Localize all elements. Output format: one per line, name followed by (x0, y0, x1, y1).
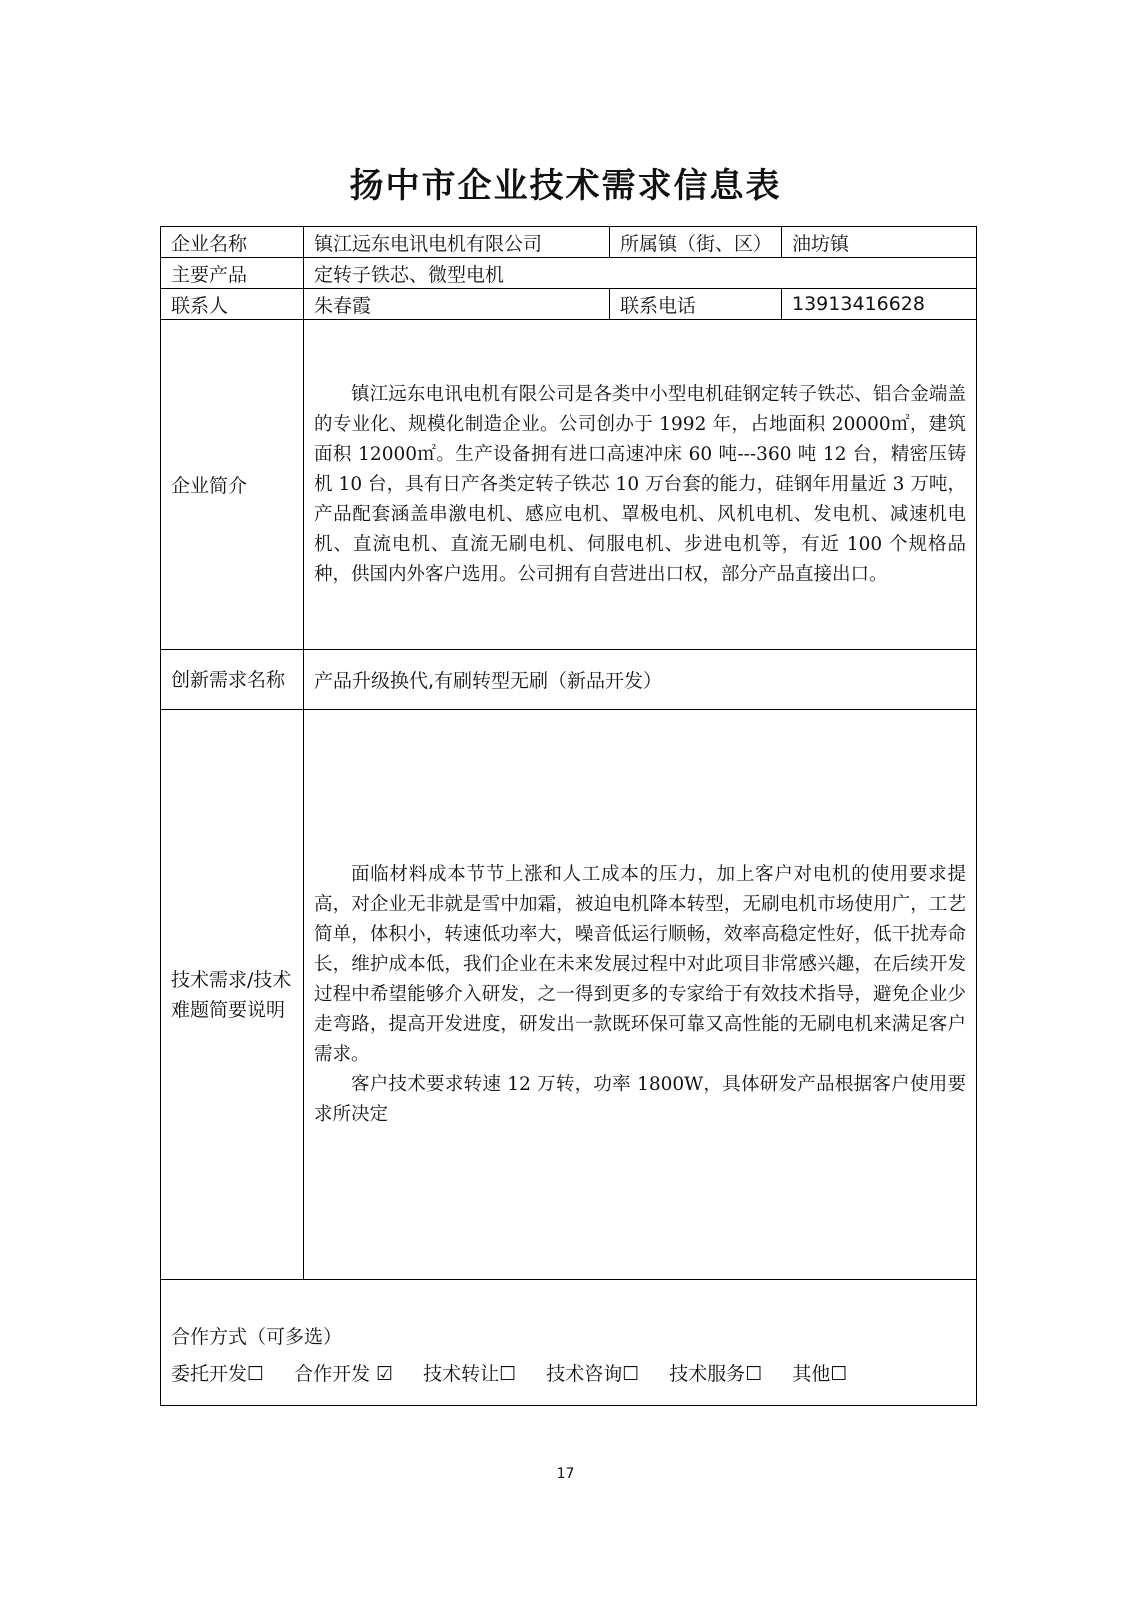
contact-value: 朱春霞 (304, 289, 610, 320)
cooperation-label: 合作方式（可多选） (171, 1325, 343, 1348)
checkbox-icon[interactable]: ☐ (830, 1362, 848, 1385)
phone-label: 联系电话 (610, 289, 782, 320)
coop-option-transfer[interactable]: 技术转让☐ (423, 1362, 517, 1385)
innovation-value: 产品升级换代,有刷转型无刷（新品开发） (304, 650, 977, 710)
products-value: 定转子铁芯、微型电机 (304, 258, 977, 289)
page-number: 17 (556, 1466, 575, 1482)
intro-label: 企业简介 (161, 320, 304, 650)
coop-option-consult[interactable]: 技术咨询☐ (546, 1362, 640, 1385)
company-name-label: 企业名称 (161, 227, 304, 258)
cooperation-options (171, 1359, 966, 1386)
products-label: 主要产品 (161, 258, 304, 289)
coop-option-entrusted[interactable]: 委托开发☐ (171, 1362, 265, 1385)
checkbox-icon[interactable]: ☐ (745, 1362, 763, 1385)
phone-value: 13913416628 (782, 289, 977, 320)
checkbox-icon[interactable]: ☐ (622, 1362, 640, 1385)
cooperation-cell (161, 1280, 977, 1406)
checkbox-icon[interactable]: ☐ (247, 1362, 265, 1385)
checkbox-checked-icon[interactable]: ☑ (376, 1362, 394, 1385)
tech-paragraph-1: 面临材料成本节节上涨和人工成本的压力，加上客户对电机的使用要求提高，对企业无非就是雪中加霜，被迫电机降本转型，无刷电机市场使用广，工艺简单，体积小，转速低功率大，噪音低运行顺畅，效率高稳定性好，低干扰寿命长，维护成本低，我们企业在未来发展过程中对此项目非常感兴趣，在后续开发过程中希望能够介入研发，之一得到更多的专家给于有效技术指导，避免企业少走弯路，提高开发进度，研发出一款既环保可靠又高性能的无刷电机来满足客户需求。 (314, 863, 966, 1065)
intro-text: 镇江远东电讯电机有限公司是各类中小型电机硅钢定转子铁芯、铝合金端盖的专业化、规模化制造企业。公司创办于 1992 年，占地面积 20000㎡，建筑面积 12000㎡。生产设备拥有进口高速冲床 60 吨---360 吨 12 台，精密压铸机 10 台，具有日产各类定转子铁芯 10 万台套的能力，硅钢年用量近 3 万吨，产品配套涵盖串激电机、感应电机、罩极电机、风机电机、发电机、减速机电机、直流电机、直流无刷电机、伺服电机、步进电机等，有近 100 个规格品种，供国内外客户选用。公司拥有自营进出口权，部分产品直接出口。 (314, 383, 966, 585)
company-name-value: 镇江远东电讯电机有限公司 (304, 227, 610, 258)
coop-option-other[interactable]: 其他☐ (792, 1362, 848, 1385)
town-label: 所属镇（街、区） (610, 227, 782, 258)
tech-paragraph-2: 客户技术要求转速 12 万转，功率 1800W，具体研发产品根据客户使用要求所决定 (314, 1073, 966, 1125)
tech-label: 技术需求/技术难题简要说明 (161, 710, 304, 1280)
coop-option-joint[interactable]: 合作开发 ☑ (294, 1362, 394, 1385)
contact-label: 联系人 (161, 289, 304, 320)
town-value: 油坊镇 (782, 227, 977, 258)
innovation-label: 创新需求名称 (161, 650, 304, 710)
info-table (160, 226, 977, 1406)
tech-cell (304, 710, 977, 1280)
checkbox-icon[interactable]: ☐ (499, 1362, 517, 1385)
page-title: 扬中市企业技术需求信息表 (349, 166, 782, 206)
intro-cell (304, 320, 977, 650)
coop-option-service[interactable]: 技术服务☐ (669, 1362, 763, 1385)
